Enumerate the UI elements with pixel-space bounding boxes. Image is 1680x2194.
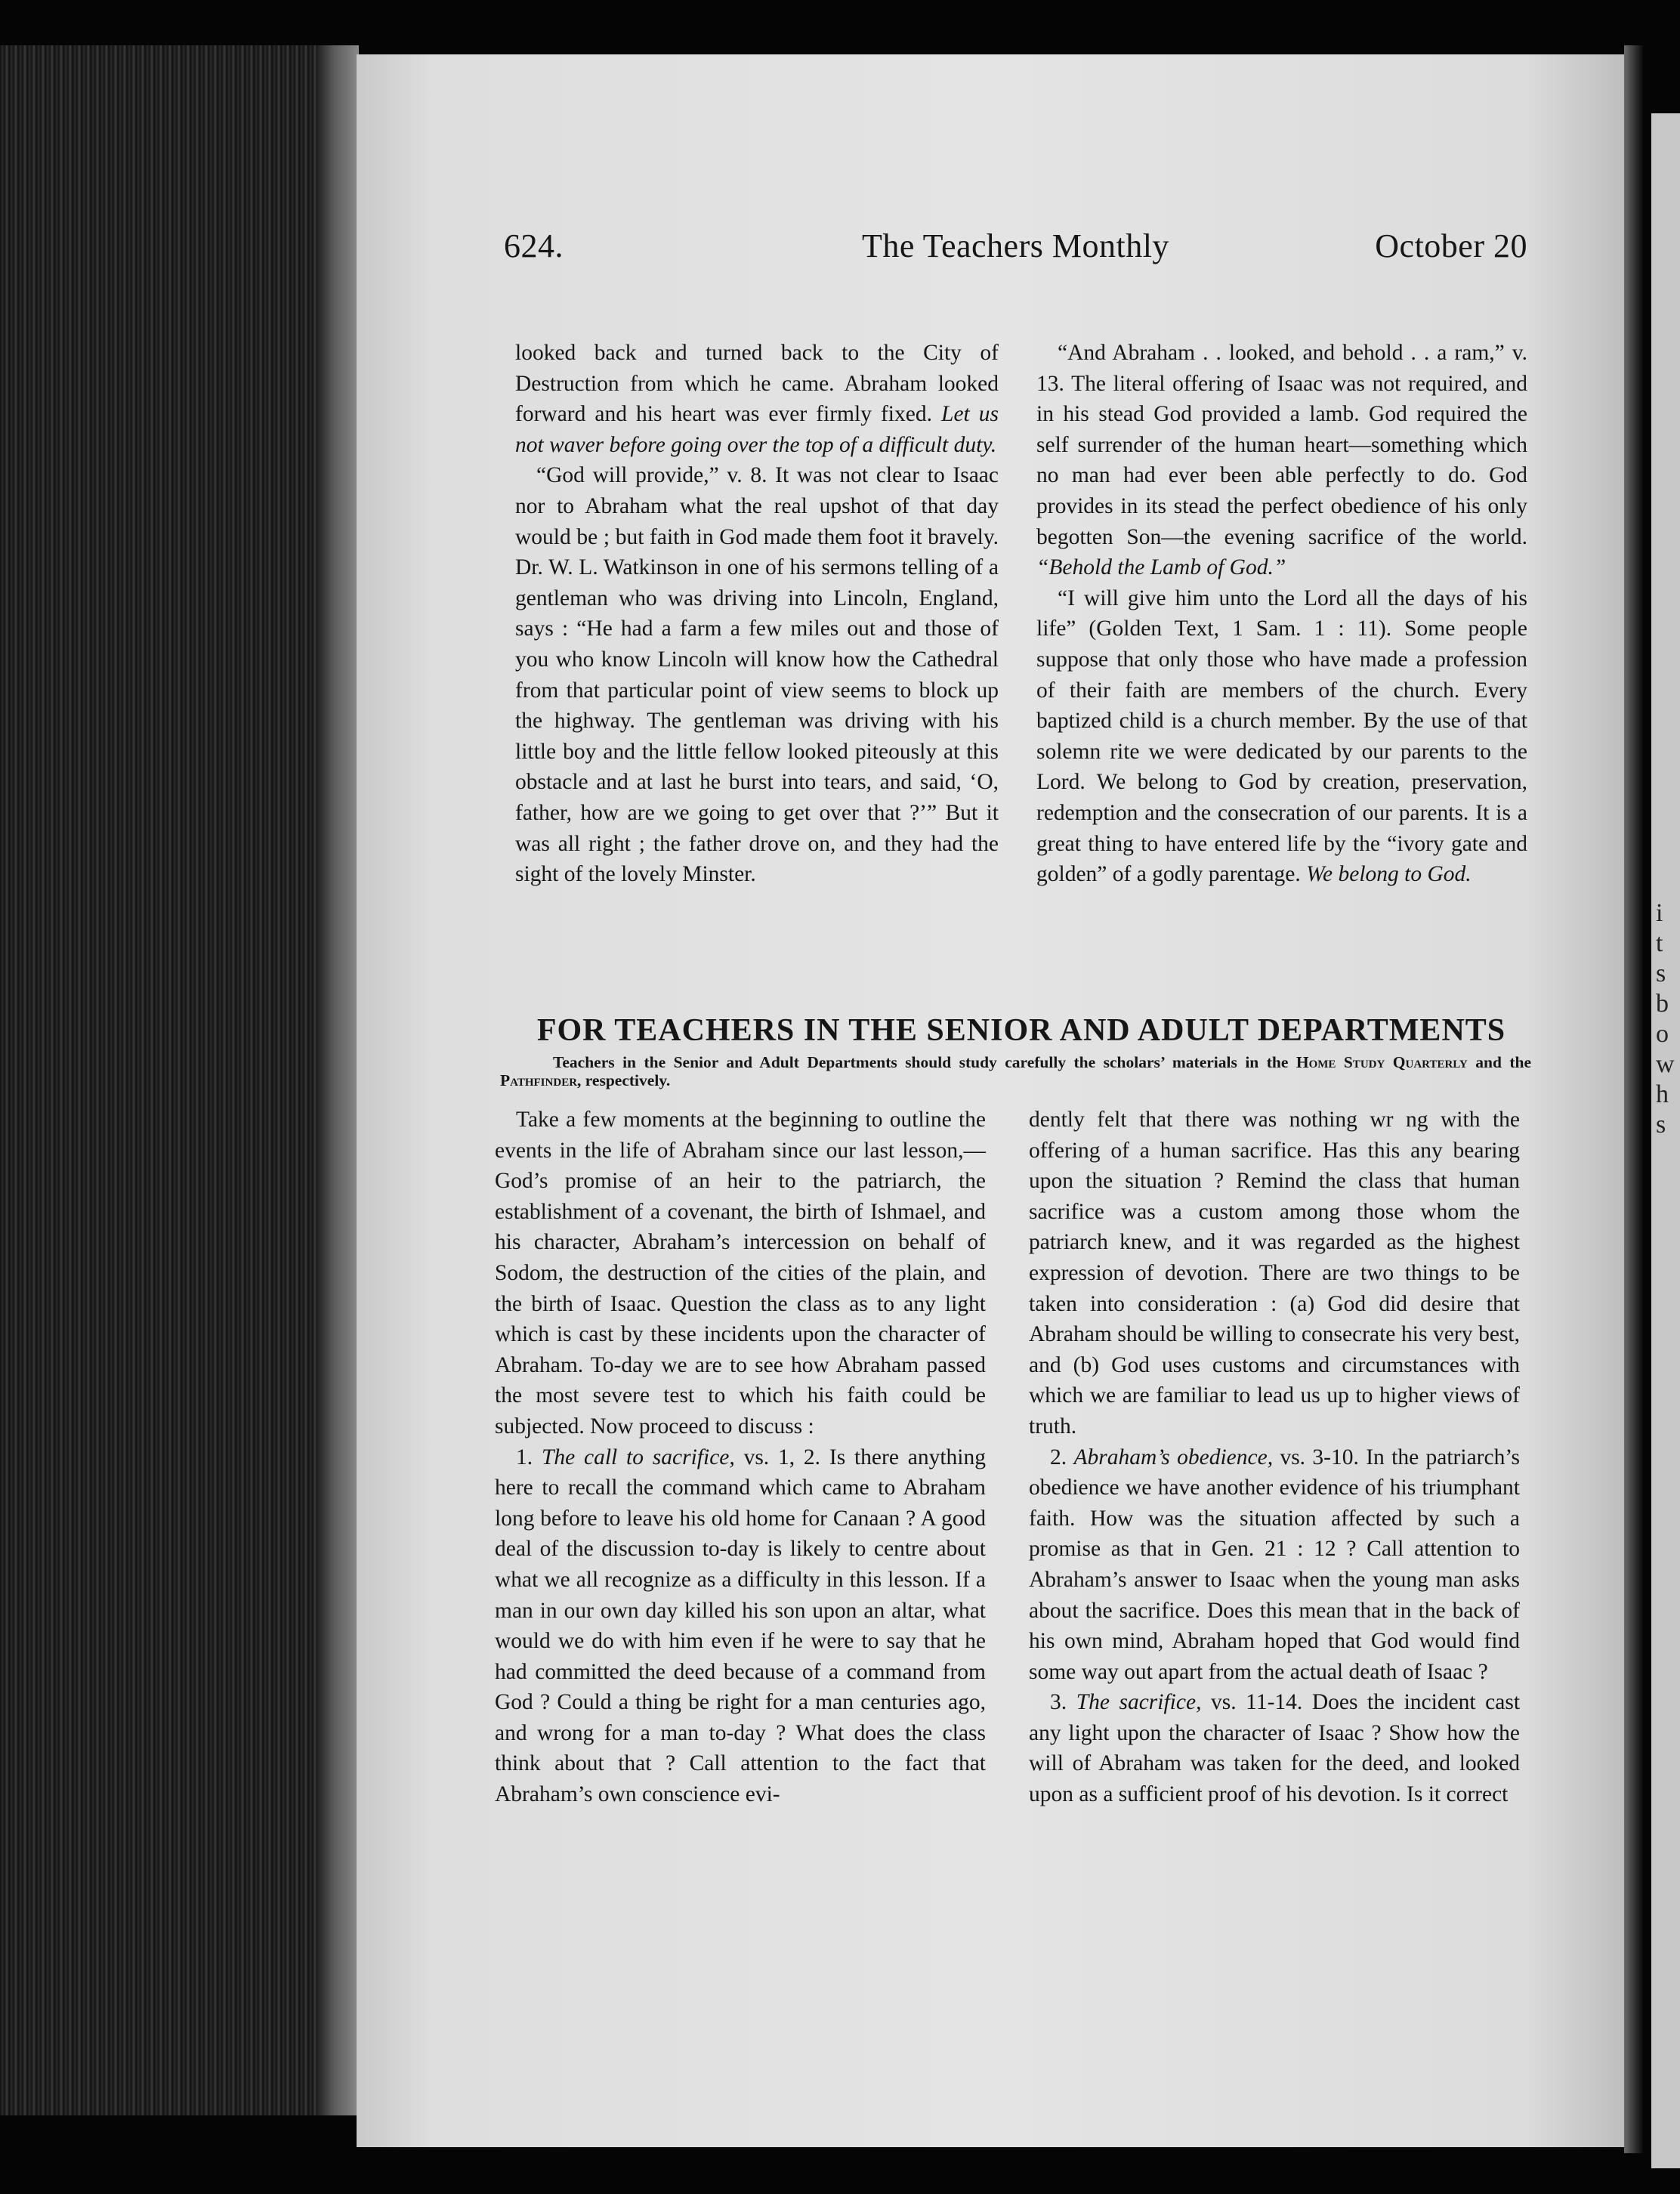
italic-emphasis: “Behold the Lamb of God.” [1036,555,1286,580]
italic-emphasis: We belong to God. [1306,862,1472,887]
paragraph: 3. The sacrifice, vs. 11-14. Does the incident cast any light upon the character of Isaac ? Show how the will of Abraham was taken for the deed, and looked upon as a sufficient proof of his devotion. Is it correct [1029,1690,1521,1807]
running-head [504,227,1527,272]
text-fragment: s [1656,959,1666,987]
book-page [357,54,1627,2147]
italic-emphasis: Let us not waver before going over the top of a difficult duty. [515,402,999,457]
paragraph: 2. Abraham’s obedience, vs. 3-10. In the patriarch’s obedience we have another evidence of his triumphant faith. How was the situation affected by such a promise as that in Gen. 21 : 12 ? Call attention to Abraham’s answer to Isaac when the young man asks about the sacrifice. Does this mean that in the back of his own mind, Abraham hoped that God would find some way out apart from the actual death of Isaac ? [1029,1445,1521,1684]
text-fragment: t [1656,929,1663,957]
text-fragment: o [1656,1020,1669,1048]
section-note: Teachers in the Senior and Adult Departments should study carefully the scholars’ materials in the Home Study Quarterly and the Pathfinder, respectively. [500,1053,1532,1089]
text-fragment: s [1656,1111,1666,1139]
italic-emphasis: The call to sacrifice, [541,1445,735,1469]
page-number: 624. [504,227,564,264]
paragraph: 1. The call to sacrifice, vs. 1, 2. Is there anything here to recall the command which came to Abraham long before to leave his old home for Canaan ? A good deal of the discussion to-day is likely to centre about what we all recognize as a difficulty in this lesson. If a man in our own day killed his son upon an altar, what would we do with him even if he were to say that he had committed the deed because of a command from God ? Could a thing be right for a man centuries ago, and wrong for a man to-day ? What does the class think about that ? Call attention to the fact that Abraham’s own conscience evi- [495,1445,986,1807]
text-fragment: i [1656,899,1663,927]
text-fragment: b [1656,990,1669,1018]
text-fragment: w [1656,1050,1675,1078]
column-upper-left [515,338,999,890]
issue-date: October 20 [1375,227,1527,264]
italic-emphasis: The sacrifice, [1076,1690,1202,1715]
column-lower-left [495,1105,986,1810]
paragraph: “I will give him unto the Lord all the days of his life” (Golden Text, 1 Sam. 1 : 11). Some people suppose that only those who have made a profession of their faith are members of the church. Every baptized child is a church member. By the use of that solemn rite we were dedicated by our parents to the Lord. We belong to God by creation, preservation, redemption and the consecration of our parents. It is a great thing to have entered life by the “ivory gate and golden” of a godly parentage. We belong to God. [1036,586,1527,887]
section-heading: FOR TEACHERS IN THE SENIOR AND ADULT DEPARTMENTS [536,1013,1506,1048]
paragraph: “God will provide,” v. 8. It was not clear to Isaac nor to Abraham what the real upshot of that day would be ; but faith in God made them foot it bravely. Dr. W. L. Watkinson in one of his sermons telling of a gentleman who was driving into Lincoln, England, says : “He had a farm a few miles out and those of you who know Lincoln will know how the Cathedral from that particular point of view seems to block up the highway. The gentleman was driving with his little boy and the little fellow looked piteously at this obstacle and at last he burst into tears, and said, ‘O, father, how are we going to get over that ?’” But it was all right ; the father drove on, and they had the sight of the lovely Minster. [515,463,999,887]
book-spine [0,45,355,2115]
paragraph: dently felt that there was nothing wr ng with the offering of a human sacrifice. Has this any bearing upon the situation ? Remind the class that human sacrifice was a custom among those whom the patriarch knew, and it was regarded as the highest expression of devotion. There are two things to be taken into consideration : (a) God did desire that Abraham should be willing to consecrate his very best, and (b) God uses customs and circumstances with which we are familiar to lead us up to higher views of truth. [1029,1108,1520,1438]
italic-emphasis: Abraham’s obedience, [1073,1445,1274,1469]
page-stack-edge [317,45,359,2115]
text-fragment: h [1656,1080,1669,1108]
publication-title: The Teachers Monthly [862,227,1169,264]
paragraph: Take a few moments at the beginning to outline the events in the life of Abraham since our last lesson,—God’s promise of an heir to the patriarch, the establishment of a covenant, the birth of Ishmael, and his character, Abraham’s intercession on behalf of Sodom, the destruction of the cities of the plain, and the birth of Isaac. Question the class as to any light which is cast by these incidents upon the character of Abraham. To-day we are to see how Abraham passed the most severe test to which his faith could be subjected. Now proceed to discuss : [495,1108,986,1438]
paragraph: “And Abraham . . looked, and behold . . a ram,” v. 13. The literal offering of Isaac was not required, and in his stead God provided a lamb. God required the self surrender of the human heart—something which no man had ever been able perfectly to do. God provides in its stead the perfect obedience of his only begotten Son—the evening sacrifice of the world. “Behold the Lamb of God.” [1036,341,1527,580]
column-lower-right [1029,1105,1520,1810]
paragraph: looked back and turned back to the City of Destruction from which he came. Abraham looked forward and his heart was ever firmly fixed. Let us not waver before going over the top of a difficult duty. [515,341,999,457]
page-gutter-shadow [1624,45,1643,2153]
column-upper-right [1036,338,1527,890]
next-page-sliver [1651,113,1680,2168]
